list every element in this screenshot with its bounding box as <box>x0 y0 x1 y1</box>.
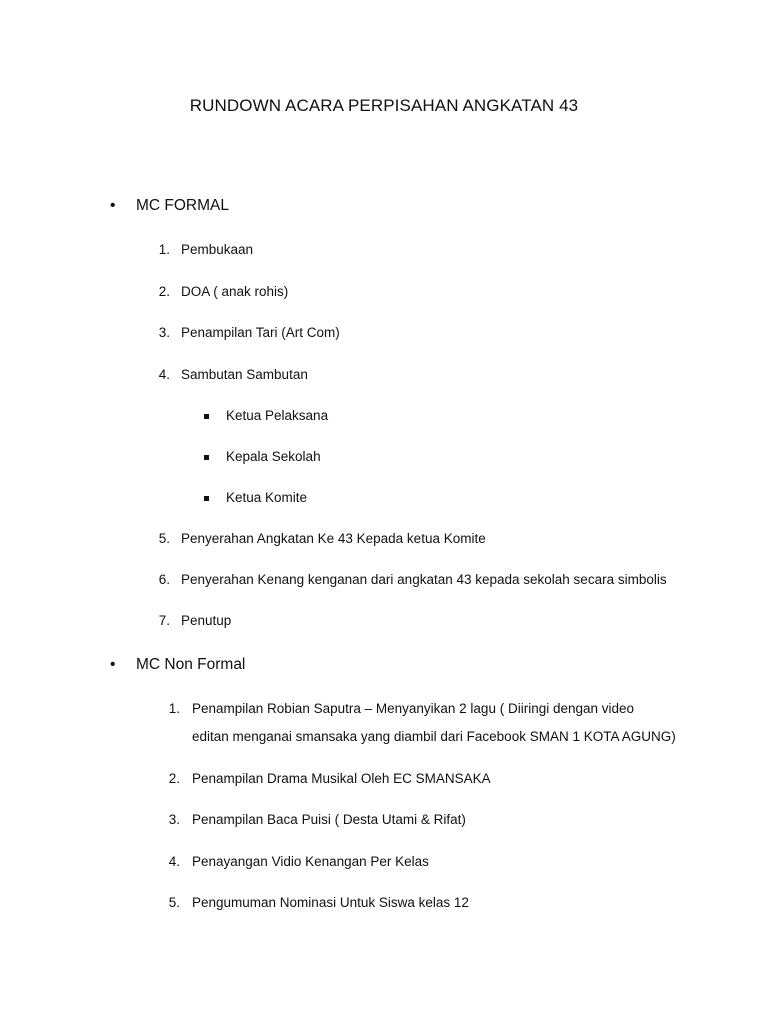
document-title: RUNDOWN ACARA PERPISAHAN ANGKATAN 43 <box>189 96 579 115</box>
bullet-icon: • <box>110 197 116 214</box>
section-label: MC FORMAL <box>136 197 229 214</box>
section-label: MC Non Formal <box>136 656 246 673</box>
bullet-icon: • <box>110 656 116 673</box>
square-bullet-icon <box>204 414 209 419</box>
square-bullet-icon <box>204 496 209 501</box>
document-page: RUNDOWN ACARA PERPISAHAN ANGKATAN 43 • MC FORMAL 1. Pembukaan 2. DOA ( anak rohis) 3. Penampilan Tari (Art Com) 4. Sambutan Sambutan Ketua Pelaksana Kepala Sekolah Ketua Komite 5. Penyerahan Angkatan Ke 43 Kepada ketua Komite 6. Penyerahan Kenang kenganan dari angkatan 43 kepada sekolah secara simbolis 7. Penutup • MC Non Formal 1. Penampilan Robian Saputra – Menyanyikan 2 lagu ( Diiringi dengan video editan menganai smansaka yang diambil dari Facebook SMAN 1 KOTA AGUNG) 2. Penampilan Drama Musikal Oleh EC SMANSAKA 3. Penampilan Baca Puisi ( Desta Utami & Rifat) 4. Penayangan Vidio Kenangan Per Kelas 5. Pengumuman Nominasi Untuk Siswa kelas 12 <box>0 0 768 1024</box>
square-bullet-icon <box>204 455 209 460</box>
